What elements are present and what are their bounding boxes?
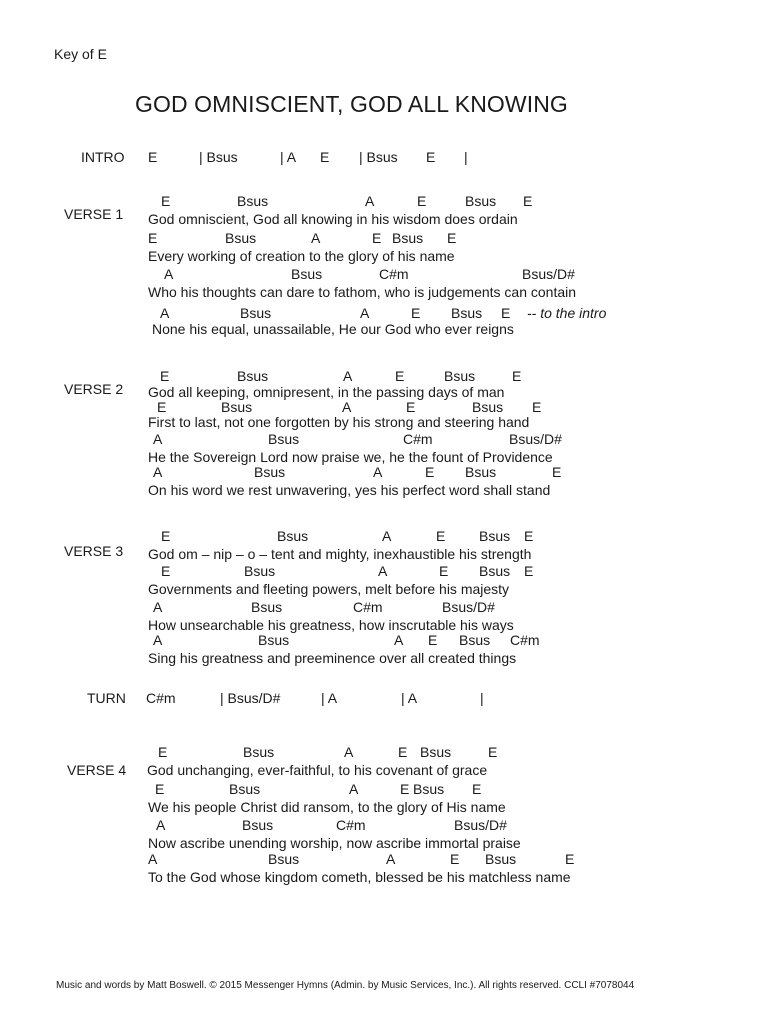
copyright-footer: Music and words by Matt Boswell. © 2015 Messenger Hymns (Admin. by Music Services, Inc.). All rights reserved. CCLI #7078044 (56, 980, 635, 991)
lyric-line: God omniscient, God all knowing in his wisdom does ordain (148, 211, 518, 227)
chord: E (406, 399, 416, 415)
chord: Bsus (254, 464, 286, 480)
chord: E (161, 563, 171, 579)
chord: A (349, 781, 359, 797)
chord: C#m (336, 817, 366, 833)
chord: E (428, 632, 438, 648)
chord: E (565, 851, 575, 867)
chord: E (532, 399, 542, 415)
turn-chord: | A (321, 690, 338, 706)
chord: Bsus (268, 431, 300, 447)
chord: E (161, 528, 171, 544)
chord: C#m (379, 266, 409, 282)
chord: Bsus (465, 193, 497, 209)
chord: E (160, 368, 170, 384)
chord: Bsus (221, 399, 253, 415)
chord: A (153, 431, 163, 447)
chord: Bsus (237, 368, 269, 384)
chord: C#m (510, 632, 540, 648)
chord: Bsus (244, 563, 276, 579)
intro-chord: E (148, 149, 158, 165)
chord: Bsus/D# (442, 599, 495, 615)
intro-chord: E (426, 149, 436, 165)
lyric-line: First to last, not one forgotten by his strong and steering hand (148, 414, 530, 430)
chord: Bsus (268, 851, 300, 867)
chord: A (160, 305, 170, 321)
chord: Bsus (229, 781, 261, 797)
chord: E (472, 781, 482, 797)
chord: A (360, 305, 370, 321)
lyric-line: To the God whose kingdom cometh, blessed be his matchless name (148, 869, 571, 885)
chord: Bsus (225, 230, 257, 246)
section-label-verse-1: VERSE 1 (64, 206, 124, 222)
intro-chord: | (464, 149, 468, 165)
chord: E (148, 230, 158, 246)
chord: Bsus/D# (454, 817, 507, 833)
intro-chord: | Bsus (359, 149, 398, 165)
chord: A (342, 399, 352, 415)
chord: A (386, 851, 396, 867)
chord: E (155, 781, 165, 797)
chord: A (153, 464, 163, 480)
lyric-line: How unsearchable his greatness, how inscrutable his ways (148, 617, 514, 633)
chord: E (488, 744, 498, 760)
chord: Bsus (237, 193, 269, 209)
chord: A (156, 817, 166, 833)
intro-return-note: -- to the intro (527, 305, 607, 321)
lyric-line: Every working of creation to the glory of his name (148, 248, 455, 264)
chord: E (552, 464, 562, 480)
section-label-verse-2: VERSE 2 (64, 381, 124, 397)
chord: E (524, 563, 534, 579)
chord: A (343, 368, 353, 384)
section-label-turn: TURN (87, 690, 126, 706)
turn-chord: | (480, 690, 484, 706)
lyric-line: On his word we rest unwavering, yes his perfect word shall stand (148, 482, 551, 498)
turn-chord: | A (401, 690, 418, 706)
chord: E (398, 744, 408, 760)
chord: E (395, 368, 405, 384)
chord: Bsus (420, 744, 452, 760)
chord: Bsus (479, 528, 511, 544)
chord: A (394, 632, 404, 648)
chord: Bsus (258, 632, 290, 648)
chord: A (164, 266, 174, 282)
chord: E (417, 193, 427, 209)
chord: C#m (403, 431, 433, 447)
section-label-intro: INTRO (81, 149, 125, 165)
chord: A (382, 528, 392, 544)
chord: Bsus (277, 528, 309, 544)
chord: A (344, 744, 354, 760)
chord: E (512, 368, 522, 384)
lyric-line: He the Sovereign Lord now praise we, he the fount of Providence (148, 449, 553, 465)
lyric-line: Sing his greatness and preeminence over all created things (148, 650, 517, 666)
lyric-line: None his equal, unassailable, He our God who ever reigns (152, 321, 514, 337)
turn-chord: | Bsus/D# (220, 690, 281, 706)
intro-chord: | Bsus (199, 149, 238, 165)
intro-chord: | A (280, 149, 297, 165)
turn-chord: C#m (146, 690, 176, 706)
chord: E (157, 399, 167, 415)
chord: A (148, 851, 158, 867)
chord: E (425, 464, 435, 480)
chord: Bsus (459, 632, 491, 648)
chord: E (411, 305, 421, 321)
chord: E (523, 193, 533, 209)
lyric-line: God om – nip – o – tent and mighty, inexhaustible his strength (148, 546, 532, 562)
lyric-line: God unchanging, ever-faithful, to his covenant of grace (147, 762, 488, 778)
intro-chord: E (320, 149, 330, 165)
chord: Bsus (413, 781, 445, 797)
chord: A (153, 599, 163, 615)
chord: E (372, 230, 382, 246)
chord: Bsus (392, 230, 424, 246)
chord: A (153, 632, 163, 648)
chord: E (158, 744, 168, 760)
chord: E (439, 563, 449, 579)
chord: Bsus (472, 399, 504, 415)
chord: E (447, 230, 457, 246)
chord: Bsus (485, 851, 517, 867)
section-label-verse-4: VERSE 4 (67, 762, 127, 778)
chord: Bsus (479, 563, 511, 579)
key-label: Key of E (54, 46, 107, 62)
chord: Bsus (444, 368, 476, 384)
chord: Bsus (240, 305, 272, 321)
chord: Bsus (291, 266, 323, 282)
chord: E (501, 305, 511, 321)
chord: A (311, 230, 321, 246)
chord: Bsus (451, 305, 483, 321)
lyric-line: Governments and fleeting powers, melt before his majesty (148, 581, 510, 597)
chord: Bsus (465, 464, 497, 480)
lyric-line: Who his thoughts can dare to fathom, who is judgements can contain (148, 284, 577, 300)
section-label-verse-3: VERSE 3 (64, 543, 124, 559)
chord: Bsus (243, 744, 275, 760)
chord: C#m (353, 599, 383, 615)
chord: A (378, 563, 388, 579)
lyric-line: God all keeping, omnipresent, in the passing days of man (148, 384, 505, 400)
lyric-line: We his people Christ did ransom, to the glory of His name (148, 799, 506, 815)
chord: E (400, 781, 410, 797)
page-title: GOD OMNISCIENT, GOD ALL KNOWING (135, 91, 568, 117)
chord: A (373, 464, 383, 480)
chord: E (161, 193, 171, 209)
chord: Bsus (251, 599, 283, 615)
chord: Bsus/D# (509, 431, 562, 447)
chord: A (365, 193, 375, 209)
chord: E (436, 528, 446, 544)
chord: E (450, 851, 460, 867)
chord: Bsus (242, 817, 274, 833)
chord: E (524, 528, 534, 544)
chord: Bsus/D# (522, 266, 575, 282)
lyric-line: Now ascribe unending worship, now ascribe immortal praise (148, 835, 521, 851)
